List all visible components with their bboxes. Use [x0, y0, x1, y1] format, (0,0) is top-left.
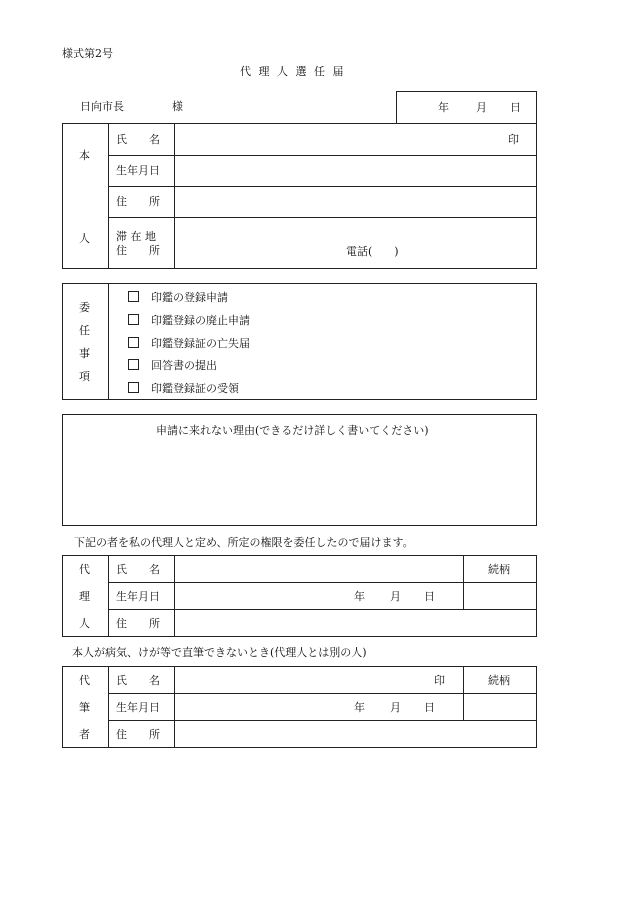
checkbox-icon[interactable]: [128, 314, 139, 325]
scribe-address-label: 住 所: [116, 728, 160, 741]
agent-address-field[interactable]: [175, 610, 536, 636]
delegation-item[interactable]: 印鑑登録の廃止申請: [128, 314, 250, 326]
form-number: 様式第2号: [62, 47, 113, 60]
principal-address-field[interactable]: [175, 187, 536, 217]
checkbox-icon[interactable]: [128, 382, 139, 393]
agent-char-3: 人: [79, 617, 90, 630]
scribe-char-2: 筆: [79, 701, 90, 714]
principal-address-label: 住 所: [116, 195, 160, 208]
scribe-birth-year: 年: [354, 701, 365, 714]
agent-name-label: 氏 名: [116, 563, 160, 576]
principal-stay-label-2: 住 所: [116, 244, 160, 257]
principal-birth-field[interactable]: [175, 156, 536, 186]
agent-birth-label: 生年月日: [116, 590, 160, 603]
scribe-address-field[interactable]: [175, 721, 536, 747]
agent-name-field[interactable]: [175, 556, 463, 582]
scribe-char-1: 代: [79, 674, 90, 687]
checkbox-icon[interactable]: [128, 291, 139, 302]
agent-char-1: 代: [79, 563, 90, 576]
principal-seal: 印: [508, 133, 519, 146]
principal-birth-label: 生年月日: [116, 164, 160, 177]
delegation-char-4: 項: [79, 370, 90, 383]
delegation-item[interactable]: 印鑑登録証の受領: [128, 382, 239, 394]
delegation-char-1: 委: [79, 301, 90, 314]
date-day-label: 日: [510, 101, 521, 114]
delegation-item[interactable]: 回答書の提出: [128, 359, 217, 371]
principal-phone: 電話( ): [346, 245, 399, 258]
agent-relation-field[interactable]: [464, 583, 536, 609]
scribe-name-label: 氏 名: [116, 674, 160, 687]
addressee-city: 日向市長: [80, 100, 124, 113]
delegation-item[interactable]: 印鑑の登録申請: [128, 291, 228, 303]
delegation-char-2: 任: [79, 324, 90, 337]
scribe-name-field[interactable]: [175, 667, 463, 693]
reason-heading: 申請に来れない理由(できるだけ詳しく書いてください): [156, 424, 429, 437]
scribe-note: 本人が病気、けが等で直筆できないとき(代理人とは別の人): [72, 646, 367, 659]
date-month-label: 月: [476, 101, 487, 114]
principal-label-bottom: 人: [79, 232, 90, 245]
delegation-item[interactable]: 印鑑登録証の亡失届: [128, 337, 250, 349]
principal-name-field[interactable]: [175, 124, 536, 155]
principal-stay-label-1: 滞 在 地: [116, 230, 156, 243]
agent-birth-day: 日: [424, 590, 435, 603]
principal-name-label: 氏 名: [116, 133, 160, 146]
scribe-seal: 印: [434, 674, 445, 687]
scribe-relation-field[interactable]: [464, 694, 536, 720]
agent-char-2: 理: [79, 590, 90, 603]
principal-stay-field[interactable]: [175, 218, 536, 268]
agent-address-label: 住 所: [116, 617, 160, 630]
checkbox-icon[interactable]: [128, 337, 139, 348]
agent-relation-label: 続柄: [488, 563, 510, 576]
date-year-label: 年: [438, 101, 449, 114]
checkbox-icon[interactable]: [128, 359, 139, 370]
page-title: 代 理 人 選 任 届: [240, 65, 346, 78]
agent-birth-month: 月: [390, 590, 401, 603]
scribe-char-3: 者: [79, 728, 90, 741]
delegation-statement: 下記の者を私の代理人と定め、所定の権限を委任したので届けます。: [74, 536, 414, 549]
scribe-birth-label: 生年月日: [116, 701, 160, 714]
scribe-relation-label: 続柄: [488, 674, 510, 687]
addressee-honorific: 様: [172, 100, 183, 113]
delegation-char-3: 事: [79, 347, 90, 360]
principal-label-top: 本: [79, 149, 90, 162]
agent-birth-year: 年: [354, 590, 365, 603]
scribe-birth-month: 月: [390, 701, 401, 714]
scribe-birth-day: 日: [424, 701, 435, 714]
